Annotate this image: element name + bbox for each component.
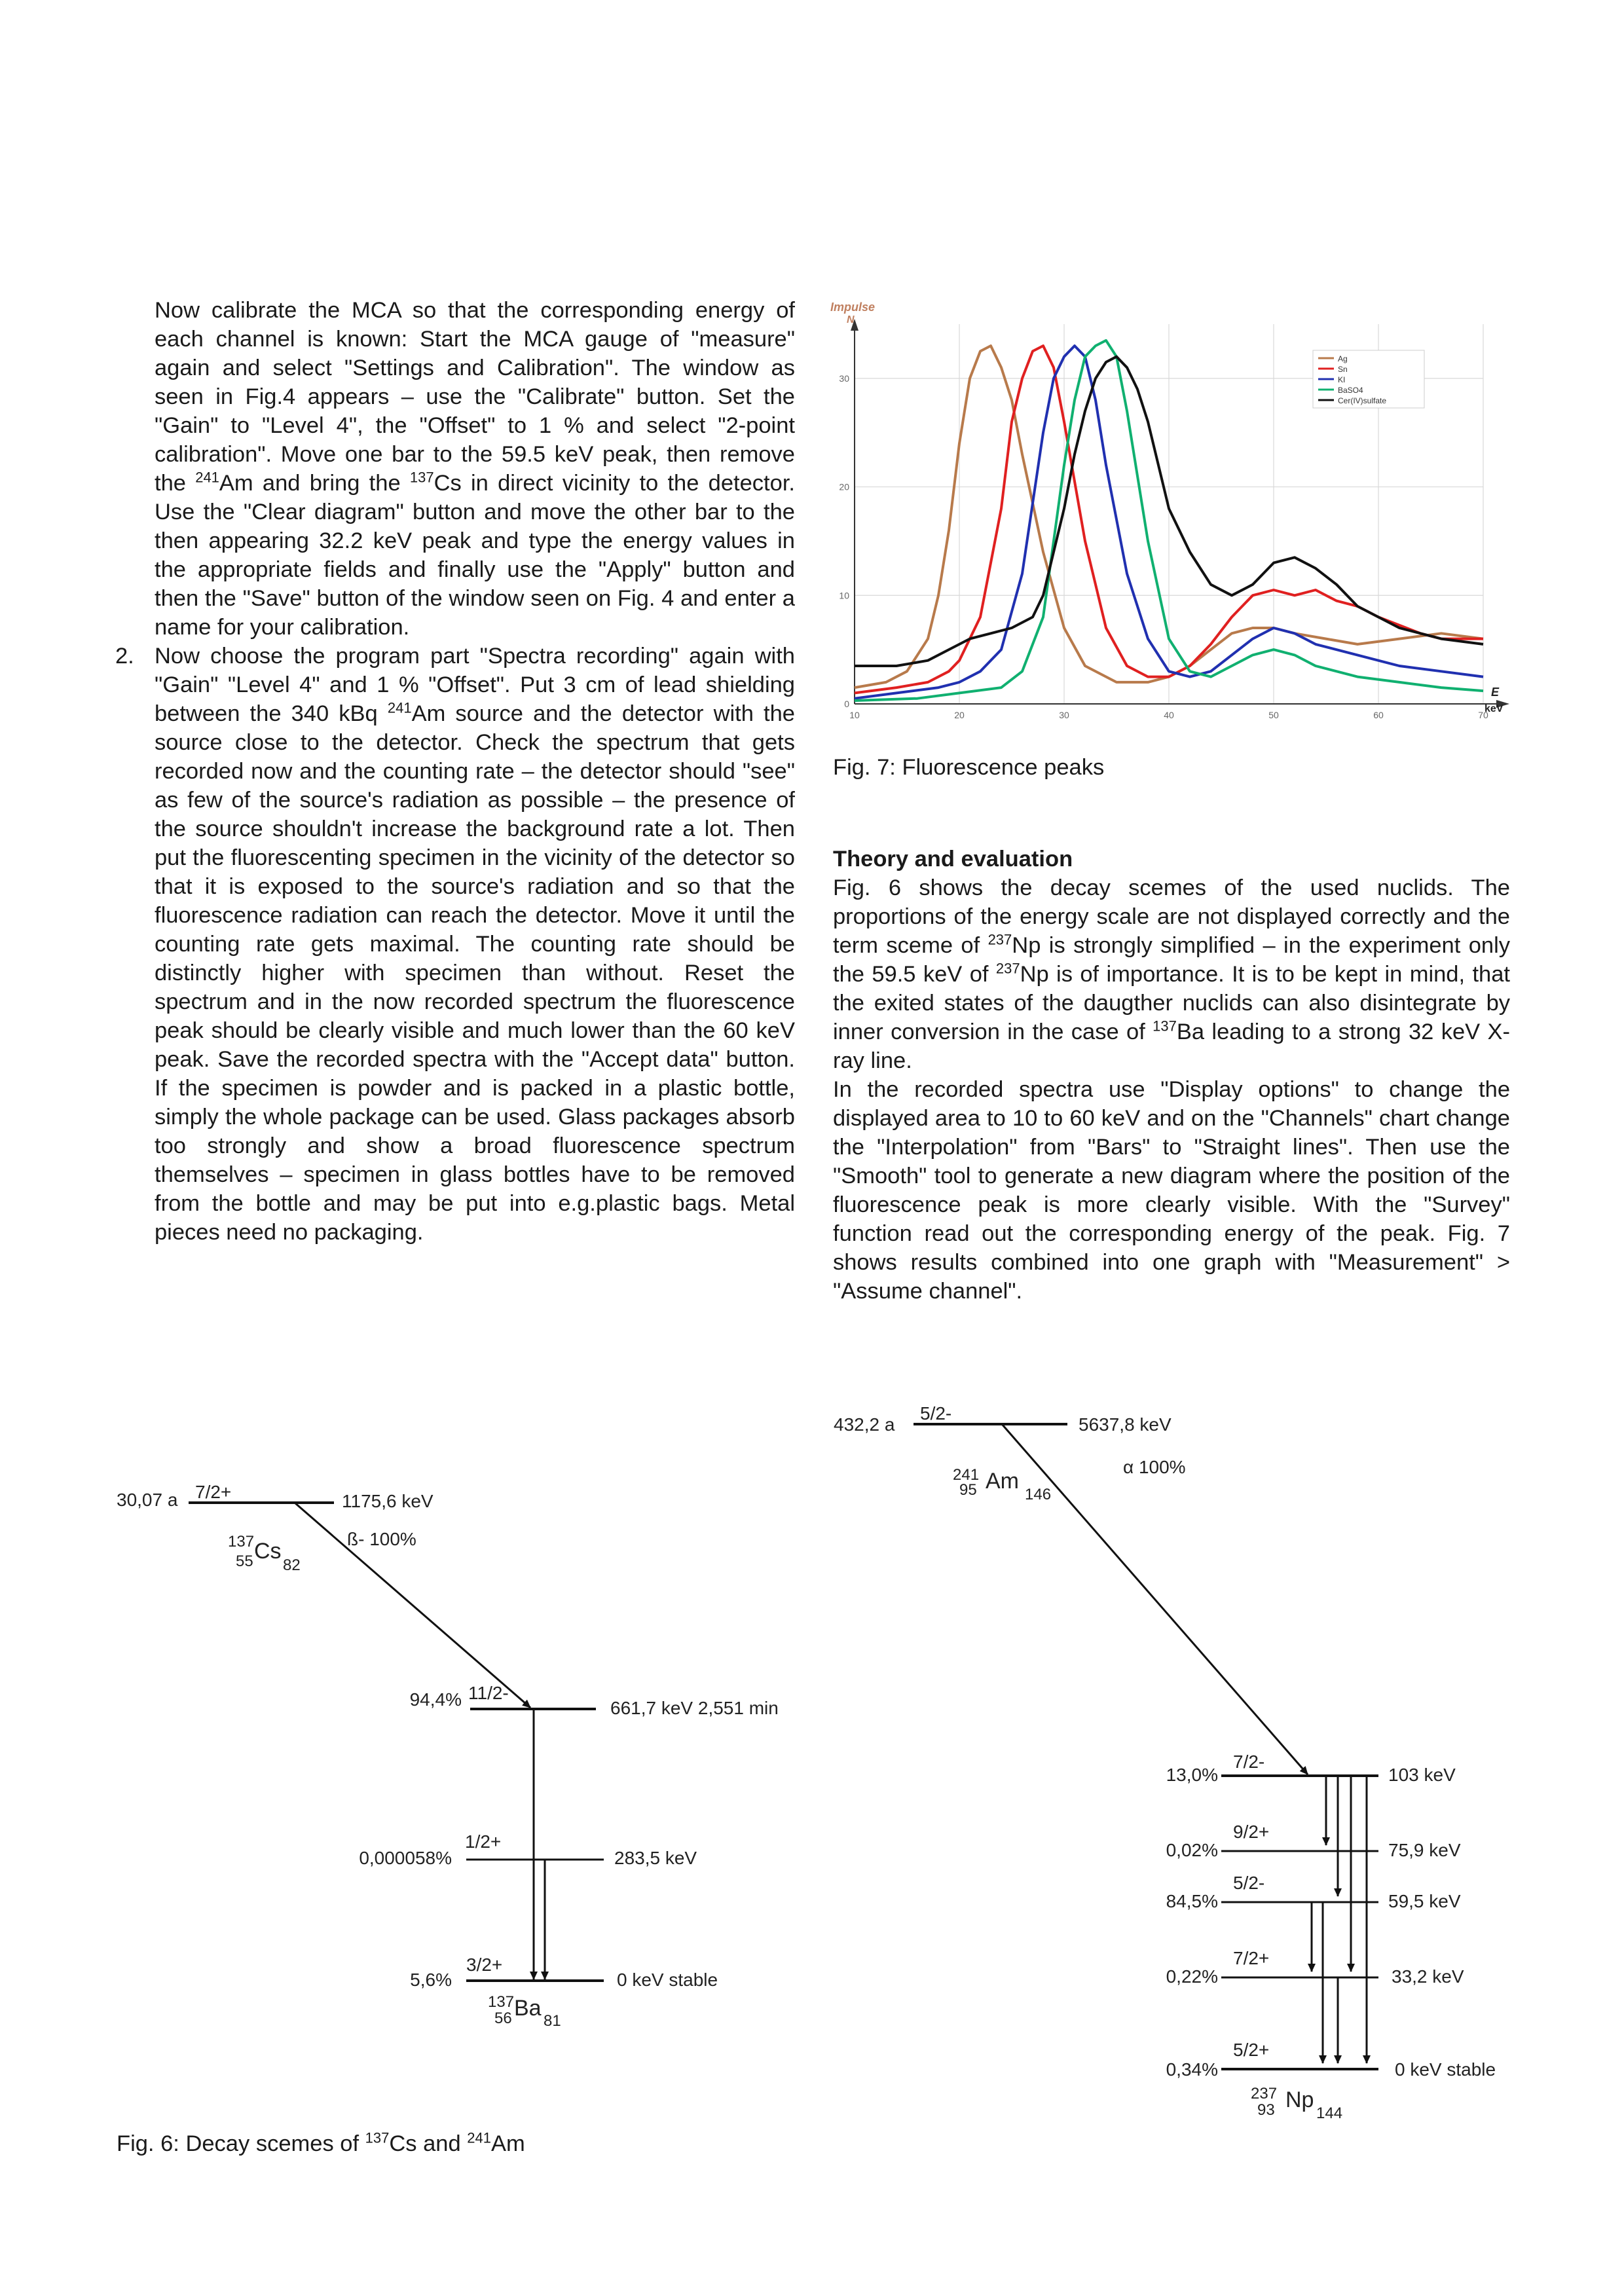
x-tick-label: 40 [1164, 710, 1174, 720]
legend-label: Cer(IV)sulfate [1338, 396, 1387, 405]
cs-parent-energy: 1175,6 keV [342, 1491, 434, 1511]
text-run: Now calibrate the MCA so that the corresponding energy of each channel is known: Start the MCA gauge of "measure" again and select "Settings and Calibration". The window as seen in Fig.4 appears – use the "Calibrate" button. Set the "Gain" to "Level 4", the "Offset" to 1 % and select "2-point calibration". Move one bar to the 59.5 keV peak, then remove the [155, 298, 795, 496]
text-run: Am source and the detector with the source close to the detector. Check the spectrum that gets recorded now and the counting rate – the detector should "see" as few of the source's radiation as possible – the presence of the source shouldn't increase the background rate a lot. Then put the fluorescenting specimen in the vicinity of the detector so that it is exposed to the source's radiation and so that the fluorescence radiation can reach the detector. Move it until the counting rate gets maximal. The counting rate should be distinctly higher with specimen than without. Reset the spectrum and in the now recorded spectrum the fluorescence peak should be clearly visible and much lower than the 60 keV peak. Save the recorded spectra with the "Accept data" button. If the specimen is powder and is packed in a plastic bottle, simply the whole package can be used. Glass packages absorb too strongly and show a broad fluorescence spectrum themselves – specimen in glass bottles have to be removed from the bottle and may be put into e.g.plastic bags. Metal pieces need no packaging. [155, 701, 795, 1245]
ba-atomic-number: 56 [494, 2010, 512, 2027]
cs-neutron-number: 82 [283, 1556, 301, 1574]
am-atomic-number: 95 [959, 1481, 977, 1499]
am-level-1-energy: 75,9 keV [1388, 1840, 1461, 1860]
text-run: Ba leading to a strong 32 keV X-ray line. [833, 1019, 1510, 1073]
fig7-caption: Fig. 7: Fluorescence peaks [833, 755, 1105, 780]
am-level-2-pct: 84,5% [1166, 1891, 1218, 1911]
am-neutron-number: 146 [1025, 1486, 1052, 1503]
cs-parent-spin: 7/2+ [195, 1482, 232, 1502]
y-tick-label: 0 [844, 699, 849, 709]
text-run: Now choose the program part "Spectra recording" again with "Gain" "Level 4" and 1 % "Offset". Put 3 cm of lead shielding between the 340 kBq [155, 644, 795, 726]
theory-heading: Theory and evaluation [833, 847, 1073, 872]
x-tick-label: 10 [849, 710, 860, 720]
np-mass-number: 237 [1251, 2085, 1278, 2102]
am-level-3-pct: 0,22% [1166, 1966, 1218, 1987]
paragraph-calibration [155, 296, 795, 642]
y-tick-label: 30 [839, 373, 849, 384]
paragraph-theory [833, 873, 1510, 1075]
am-level-2-energy: 59,5 keV [1388, 1891, 1461, 1911]
paragraph-evaluation: In the recorded spectra use "Display options" to change the displayed area to 10 to 60 keV and on the "Channels" chart change the "Interpolation" from "Bars" to "Straight lines". Then use the "Smooth" tool to generate a new diagram where the position of the fluorescence peak is more clearly visible. With the "Survey" function read out the corresponding energy of the peak. Fig. 7 shows results combined into one graph with "Measurement" > "Assume channel". [833, 1077, 1510, 1304]
am-level-4-energy: 0 keV stable [1395, 2059, 1496, 2080]
am-decay-mode: α 100% [1123, 1457, 1186, 1477]
legend-label: Ag [1338, 354, 1348, 363]
superscript: 137 [365, 2129, 390, 2146]
text-run: Fig. 6 shows the decay scemes of the used nuclids. The proportions of the energy scale are not displayed correctly and the term sceme of [833, 875, 1510, 958]
am-level-2-spin: 5/2- [1233, 1873, 1265, 1893]
list-number: 2. [115, 644, 134, 669]
paragraph-spectra-recording [155, 642, 795, 1247]
am-level-3-spin: 7/2+ [1233, 1948, 1270, 1968]
legend-label: KI [1338, 375, 1346, 384]
superscript: 241 [195, 469, 219, 486]
superscript: 237 [987, 931, 1012, 948]
fluorescence-peaks-chart [828, 298, 1516, 724]
y-tick-label: 20 [839, 481, 849, 492]
cs-level-0-pct: 94,4% [409, 1689, 462, 1710]
x-axis-symbol: E [1491, 686, 1500, 699]
am-parent-energy: 5637,8 keV [1079, 1414, 1172, 1435]
text-run: Np is of importance. It is to be kept in mind, that the exited states of the daugther nuclids can also disintegrate by inner conversion in the case of [833, 962, 1510, 1044]
am-level-3-energy: 33,2 keV [1392, 1966, 1464, 1987]
am-mass-number: 241 [953, 1466, 980, 1484]
cs-level-1-spin: 1/2+ [465, 1831, 502, 1852]
right-column [833, 845, 1510, 1306]
cs-level-1-pct: 0,000058% [359, 1848, 452, 1868]
np-atomic-number: 93 [1257, 2101, 1275, 2119]
x-tick-label: 60 [1373, 710, 1384, 720]
cs-halflife: 30,07 a [117, 1490, 178, 1510]
am-level-1-pct: 0,02% [1166, 1840, 1218, 1860]
am-level-1-spin: 9/2+ [1233, 1822, 1270, 1842]
cs-decay-mode: ß- 100% [347, 1529, 416, 1549]
y-axis-symbol: N [847, 314, 855, 325]
ba-mass-number: 137 [488, 1993, 515, 2011]
am-level-4-spin: 5/2+ [1233, 2040, 1270, 2060]
cs-level-0-energy: 661,7 keV 2,551 min [610, 1698, 779, 1718]
cs-mass-number: 137 [228, 1533, 255, 1551]
am-level-0-spin: 7/2- [1233, 1752, 1265, 1772]
superscript: 241 [467, 2129, 491, 2146]
x-tick-label: 50 [1268, 710, 1279, 720]
cs-atomic-number: 55 [236, 1552, 253, 1570]
left-column [115, 296, 796, 1247]
am-level-0-energy: 103 keV [1388, 1765, 1456, 1785]
superscript: 137 [409, 469, 434, 486]
text-run: Np is strongly simplified – in the experiment only the 59.5 keV of [833, 933, 1510, 987]
list-item-2 [115, 642, 795, 1247]
am-parent-spin: 5/2- [920, 1403, 952, 1423]
np-symbol: Np [1285, 2087, 1314, 2112]
cs-level-2-energy: 0 keV stable [617, 1970, 718, 1990]
am-level-0-pct: 13,0% [1166, 1765, 1218, 1785]
ba-symbol: Ba [514, 1996, 542, 2021]
cs137-decay-scheme [111, 1473, 819, 2063]
np-neutron-number: 144 [1316, 2104, 1343, 2122]
superscript: 137 [1153, 1018, 1177, 1035]
am-level-4-pct: 0,34% [1166, 2059, 1218, 2080]
fig6-caption [117, 2129, 525, 2158]
superscript: 237 [995, 960, 1020, 977]
cs-level-1-energy: 283,5 keV [614, 1848, 697, 1868]
am-halflife: 432,2 a [834, 1414, 895, 1435]
am241-decay-scheme [828, 1395, 1536, 2128]
cs-level-2-spin: 3/2+ [466, 1955, 503, 1975]
cs-level-2-pct: 5,6% [410, 1970, 452, 1990]
cs-level-0-spin: 11/2- [468, 1683, 509, 1703]
legend-label: Sn [1338, 365, 1348, 374]
cs-symbol: Cs [254, 1539, 282, 1564]
ba-neutron-number: 81 [544, 2012, 561, 2030]
am-symbol: Am [986, 1469, 1019, 1494]
x-tick-label: 30 [1059, 710, 1069, 720]
superscript: 241 [387, 699, 412, 716]
chart-legend [1313, 350, 1424, 408]
y-tick-label: 10 [839, 590, 849, 601]
x-tick-label: 20 [954, 710, 965, 720]
x-axis-unit: keV [1485, 703, 1504, 714]
x-tick-label: 70 [1478, 710, 1488, 720]
tick-labels [839, 373, 1488, 720]
text-run: Fig. 6: Decay scemes of [117, 2131, 365, 2156]
text-run: Cs and [389, 2131, 468, 2156]
y-axis-label: Impulse [830, 301, 876, 314]
text-run: Am [490, 2131, 525, 2156]
text-run: Cs in direct vicinity to the detector. Use the "Clear diagram" button and move the other bar to the then appearing 32.2 keV peak and type the energy values in the appropriate fields and finally use the "Apply" button and then the "Save" button of the window seen on Fig. 4 and enter a name for your calibration. [155, 471, 796, 640]
text-run: Am and bring the [219, 471, 410, 496]
legend-label: BaSO4 [1338, 386, 1363, 395]
